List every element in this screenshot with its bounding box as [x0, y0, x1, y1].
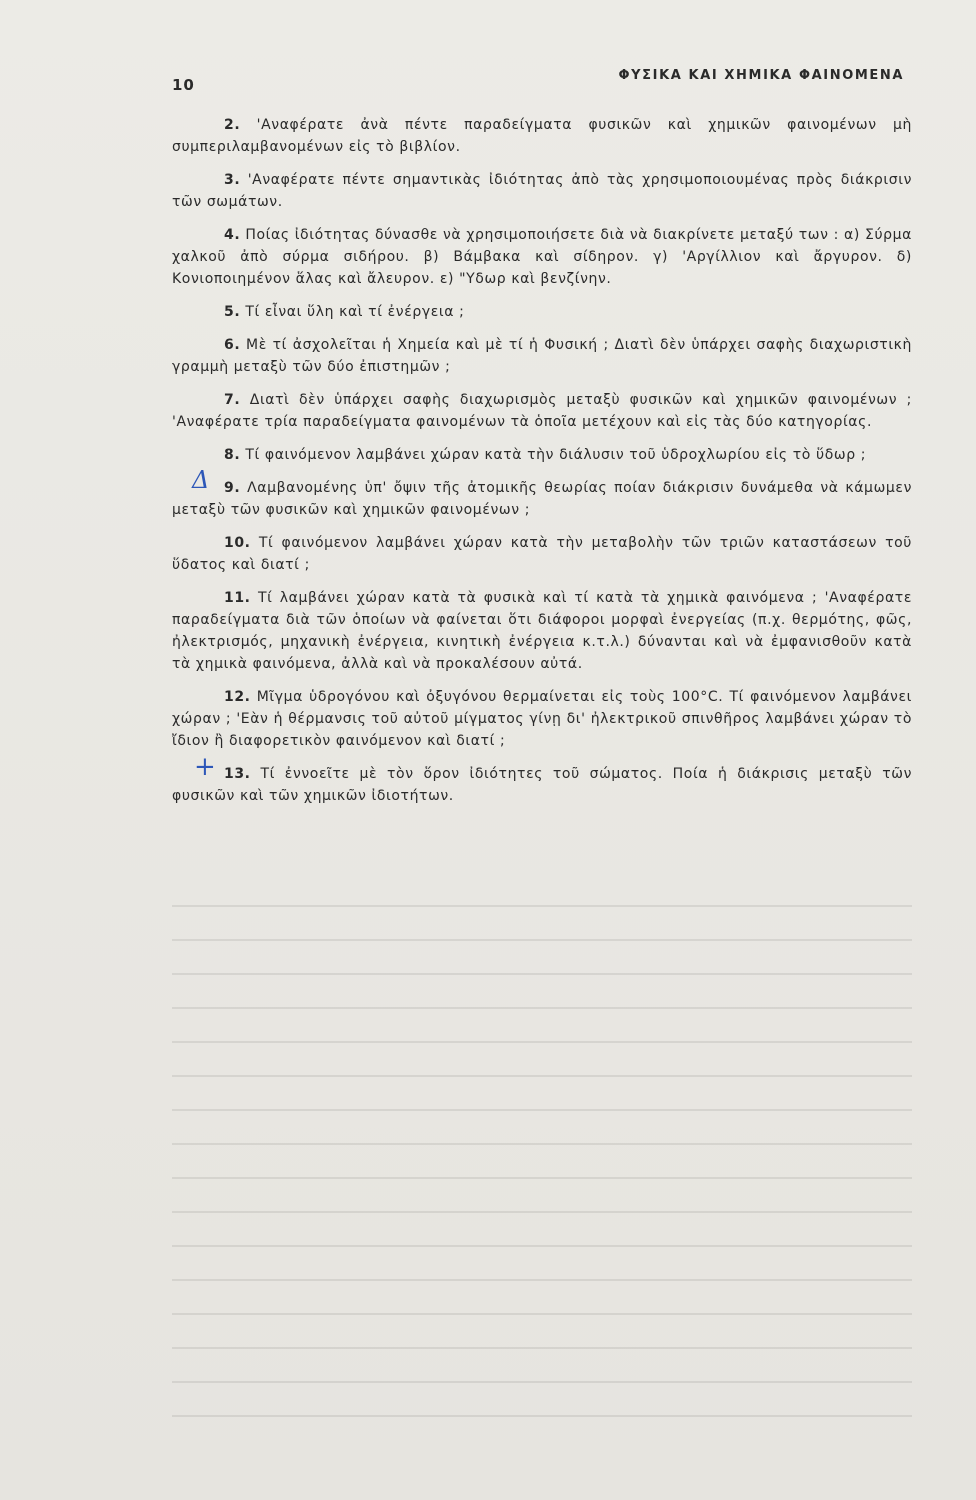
question-number: 11. [224, 590, 251, 606]
question-number: 2. [224, 117, 241, 133]
question-text: Λαμβανομένης ὑπ' ὄψιν τῆς ἀτομικῆς θεωρίας ποίαν διάκρισιν δυνάμεθα νὰ κάμωμεν μεταξὺ τῶν φυσικῶν καὶ χημικῶν φαινομένων ; [172, 480, 912, 518]
question-4 [172, 224, 912, 290]
question-3 [172, 169, 912, 213]
question-number: 4. [224, 227, 241, 243]
question-11 [172, 587, 912, 675]
question-text: Τί εἶναι ὕλη καὶ τί ἐνέργεια ; [245, 304, 465, 320]
question-number: 13. [224, 766, 251, 782]
question-2 [172, 114, 912, 158]
question-text: Τί φαινόμενον λαμβάνει χώραν κατὰ τὴν διάλυσιν τοῦ ὑδροχλωρίου εἰς τὸ ὕδωρ ; [245, 447, 867, 463]
question-8 [172, 444, 912, 466]
question-text: 'Αναφέρατε πέντε σημαντικὰς ἰδιότητας ἀπὸ τὰς χρησιμοποιουμένας πρὸς διάκρισιν τῶν σωμάτων. [172, 172, 912, 210]
question-6 [172, 334, 912, 378]
question-text: Τί φαινόμενον λαμβάνει χώραν κατὰ τὴν μεταβολὴν τῶν τριῶν καταστάσεων τοῦ ὕδατος καὶ διατί ; [172, 535, 912, 573]
question-number: 9. [224, 480, 241, 496]
question-text: Μῖγμα ὑδρογόνου καὶ ὀξυγόνου θερμαίνεται εἰς τοὺς 100°C. Τί φαινόμενον λαμβάνει χώραν ; 'Εὰν ἡ θέρμανσις τοῦ αὐτοῦ μίγματος γίνῃ δι' ἠλεκτρικοῦ σπινθῆρος λαμβάνει χώραν τὸ ἴδιον ἢ διαφορετικὸν φαινόμενον καὶ διατί ; [172, 689, 912, 749]
question-7 [172, 389, 912, 433]
question-number: 5. [224, 304, 241, 320]
handwritten-plus-mark: + [194, 752, 217, 782]
page-header [172, 64, 904, 94]
question-number: 10. [224, 535, 251, 551]
question-text: Τί λαμβάνει χώραν κατὰ τὰ φυσικὰ καὶ τί κατὰ τὰ χημικὰ φαινόμενα ; 'Αναφέρατε παραδείγματα διὰ τῶν ὁποίων νὰ φαίνεται ὅτι διάφοροι μορφαὶ ἐνεργείας (π.χ. θερμότης, φῶς, ἠλεκτρισμός, μηχανικὴ ἐνέργεια, κινητικὴ ἐνέργεια κ.τ.λ.) δύνανται καὶ νὰ ἐμφανισθοῦν κατὰ τὰ χημικὰ φαινόμενα, ἀλλὰ καὶ νὰ προκαλέσουν αὐτά. [172, 590, 912, 672]
handwritten-delta-mark: Δ [192, 466, 210, 494]
question-text: Τί ἐννοεῖτε μὲ τὸν ὅρον ἰδιότητες τοῦ σώματος. Ποία ἡ διάκρισις μεταξὺ τῶν φυσικῶν καὶ τῶν χημικῶν ἰδιοτήτων. [172, 766, 912, 804]
question-text: Διατὶ δὲν ὑπάρχει σαφὴς διαχωρισμὸς μεταξὺ φυσικῶν καὶ χημικῶν φαινομένων ; 'Αναφέρατε τρία παραδείγματα φαινομένων τὰ ὁποῖα μετέχουν καὶ εἰς τὰς δύο κατηγορίας. [172, 392, 912, 430]
running-title: ΦΥΣΙΚΑ ΚΑΙ ΧΗΜΙΚΑ ΦΑΙΝΟΜΕΝΑ [618, 68, 904, 83]
question-text: 'Αναφέρατε ἀνὰ πέντε παραδείγματα φυσικῶν καὶ χημικῶν φαινομένων μὴ συμπεριλαμβανομένων εἰς τὸ βιβλίον. [172, 117, 912, 155]
question-number: 3. [224, 172, 241, 188]
question-12 [172, 686, 912, 752]
question-number: 6. [224, 337, 241, 353]
page-number: 10 [172, 76, 195, 94]
question-number: 8. [224, 447, 241, 463]
question-text: Μὲ τί ἀσχολεῖται ἡ Χημεία καὶ μὲ τί ἡ Φυσική ; Διατὶ δὲν ὑπάρχει σαφὴς διαχωριστικὴ γραμμὴ μεταξὺ τῶν δύο ἐπιστημῶν ; [172, 337, 912, 375]
question-13 [172, 752, 912, 807]
question-number: 12. [224, 689, 251, 705]
questions-list [172, 114, 912, 818]
reverse-side-bleed-through [172, 905, 912, 1425]
question-number: 7. [224, 392, 241, 408]
question-10 [172, 532, 912, 576]
question-9 [172, 466, 912, 521]
question-5 [172, 301, 912, 323]
question-text: Ποίας ἰδιότητας δύνασθε νὰ χρησιμοποιήσετε διὰ νὰ διακρίνετε μεταξύ των : α) Σύρμα χαλκοῦ ἀπὸ σύρμα σιδήρου. β) Βάμβακα καὶ σίδηρον. γ) 'Αργίλλιον καὶ ἄργυρον. δ) Κονιοποιημένον ἅλας καὶ ἄλευρον. ε) "Υδωρ καὶ βενζίνην. [172, 227, 912, 287]
